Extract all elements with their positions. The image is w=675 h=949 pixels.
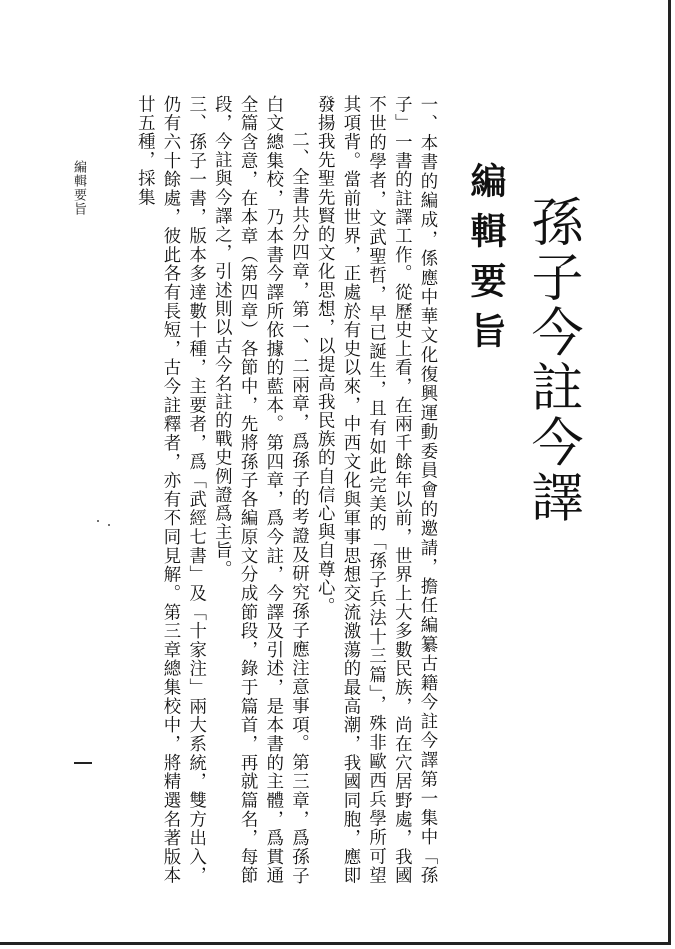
page-number <box>74 762 92 764</box>
book-title: 孫子今註今譯 <box>522 195 582 525</box>
section-heading: 編輯要旨 <box>465 162 506 362</box>
paragraph-2: 二、全書共分四章，第一、二兩章，爲孫子的考證及研究孫子應注意事項。第三章，爲孫子白文總集校，乃本書今譯所依據的藍本。第四章，爲今註，今譯及引述，是本書的主體，爲貫通全篇含意，在本章（第四章）各節中，先將孫子各編原文分成節段，錄于篇首，再就篇名，每節段，今註與今譯之，引述則以古今名註的戰史例證爲主旨。 <box>211 95 309 885</box>
paragraph-3: 三、孫子一書，版本多達數十種，主要者，爲「武經七書」及「十家注」兩大系統，雙方出入，仍有六十餘處，彼此各有長短，古今註釋者，亦有不同見解。第三章總集校中，將精選名著版本廿五種，採集 <box>134 95 206 885</box>
running-header: 編輯要旨 <box>71 160 86 216</box>
scan-speck <box>97 520 99 522</box>
scan-speck <box>108 524 110 526</box>
paragraph-1: 一、本書的編成，係應中華文化復興運動委員會的邀請，擔任編纂古籍今註今譯第一集中「孫子」一書的註譯工作。從歷史上看，在兩千餘年以前，世界上大多數民族，尚在穴居野處，我國不世的學者，文武聖哲，早已誕生，且有如此完美的「孫子兵法十三篇」，殊非歐西兵學所可望其項背。當前世界，正處於有史以來，中西文化與軍事思想交流激蕩的最高潮，我國同胞，應即發揚我先聖先賢的文化思想，以提高我民族的自信心與自尊心。 <box>314 95 437 885</box>
body-text <box>131 95 439 885</box>
